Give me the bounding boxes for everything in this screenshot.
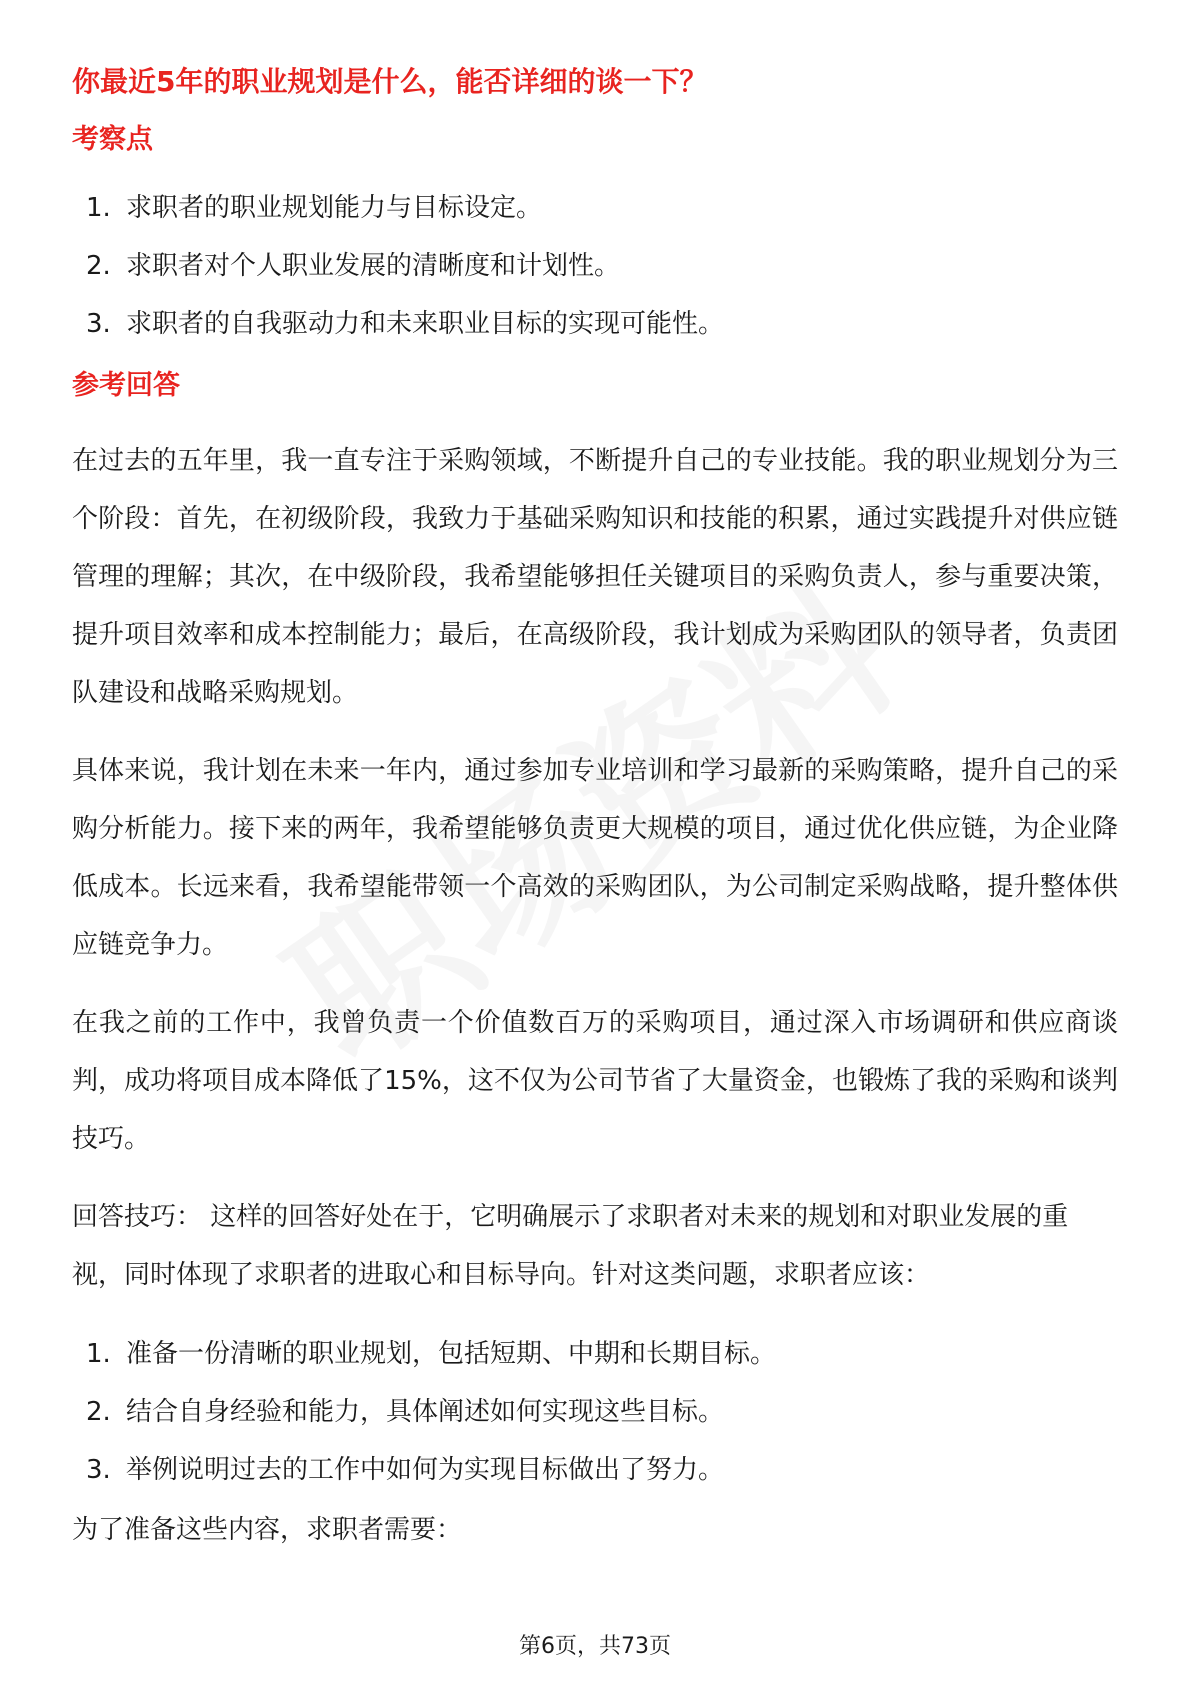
list-number: 2. bbox=[86, 1397, 111, 1427]
list-item bbox=[72, 1334, 1118, 1374]
list-number: 3. bbox=[86, 309, 111, 339]
tips-list bbox=[72, 1334, 1118, 1490]
list-item bbox=[72, 246, 1118, 286]
list-number: 3. bbox=[86, 1455, 111, 1485]
list-number: 2. bbox=[86, 251, 111, 281]
answer-title: 参考回答 bbox=[72, 370, 180, 401]
list-item bbox=[72, 1392, 1118, 1432]
list-text: 举例说明过去的工作中如何为实现目标做出了努力。 bbox=[126, 1455, 725, 1485]
list-text: 求职者的职业规划能力与目标设定。 bbox=[126, 193, 543, 223]
answer-paragraph: 具体来说，我计划在未来一年内，通过参加专业培训和学习最新的采购策略，提升自己的采购分析能力。接下来的两年，我希望能够负责更大规模的项目，通过优化供应链，为企业降低成本。长远来看，我希望能带领一个高效的采购团队，为公司制定采购战略，提升整体供应链竞争力。 bbox=[72, 756, 1118, 960]
answer-paragraph: 在过去的五年里，我一直专注于采购领域，不断提升自己的专业技能。我的职业规划分为三个阶段：首先，在初级阶段，我致力于基础采购知识和技能的积累，通过实践提升对供应链管理的理解；其次，在中级阶段，我希望能够担任关键项目的采购负责人，参与重要决策，提升项目效率和成本控制能力；最后，在高级阶段，我计划成为采购团队的领导者，负责团队建设和战略采购规划。 bbox=[72, 446, 1118, 708]
list-item bbox=[72, 188, 1118, 228]
list-item bbox=[72, 1450, 1118, 1490]
page-number: 第6页，共73页 bbox=[519, 1634, 671, 1659]
list-number: 1. bbox=[86, 193, 111, 223]
focus-title: 考察点 bbox=[72, 124, 153, 155]
list-text: 准备一份清晰的职业规划，包括短期、中期和长期目标。 bbox=[126, 1339, 777, 1369]
question-heading: 你最近5年的职业规划是什么，能否详细的谈一下？ bbox=[72, 65, 708, 98]
closing-text: 为了准备这些内容，求职者需要： bbox=[72, 1515, 463, 1545]
list-text: 求职者的自我驱动力和未来职业目标的实现可能性。 bbox=[126, 309, 725, 339]
list-item bbox=[72, 304, 1118, 344]
page-content bbox=[72, 62, 1118, 1550]
focus-list bbox=[72, 188, 1118, 344]
list-text: 结合自身经验和能力，具体阐述如何实现这些目标。 bbox=[126, 1397, 725, 1427]
list-number: 1. bbox=[86, 1339, 111, 1369]
answer-paragraph: 在我之前的工作中，我曾负责一个价值数百万的采购项目，通过深入市场调研和供应商谈判，成功将项目成本降低了15%，这不仅为公司节省了大量资金，也锻炼了我的采购和谈判技巧。 bbox=[72, 1008, 1118, 1154]
list-text: 求职者对个人职业发展的清晰度和计划性。 bbox=[126, 251, 621, 281]
tips-paragraph: 回答技巧： 这样的回答好处在于，它明确展示了求职者对未来的规划和对职业发展的重视，同时体现了求职者的进取心和目标导向。针对这类问题，求职者应该： bbox=[72, 1202, 1069, 1290]
